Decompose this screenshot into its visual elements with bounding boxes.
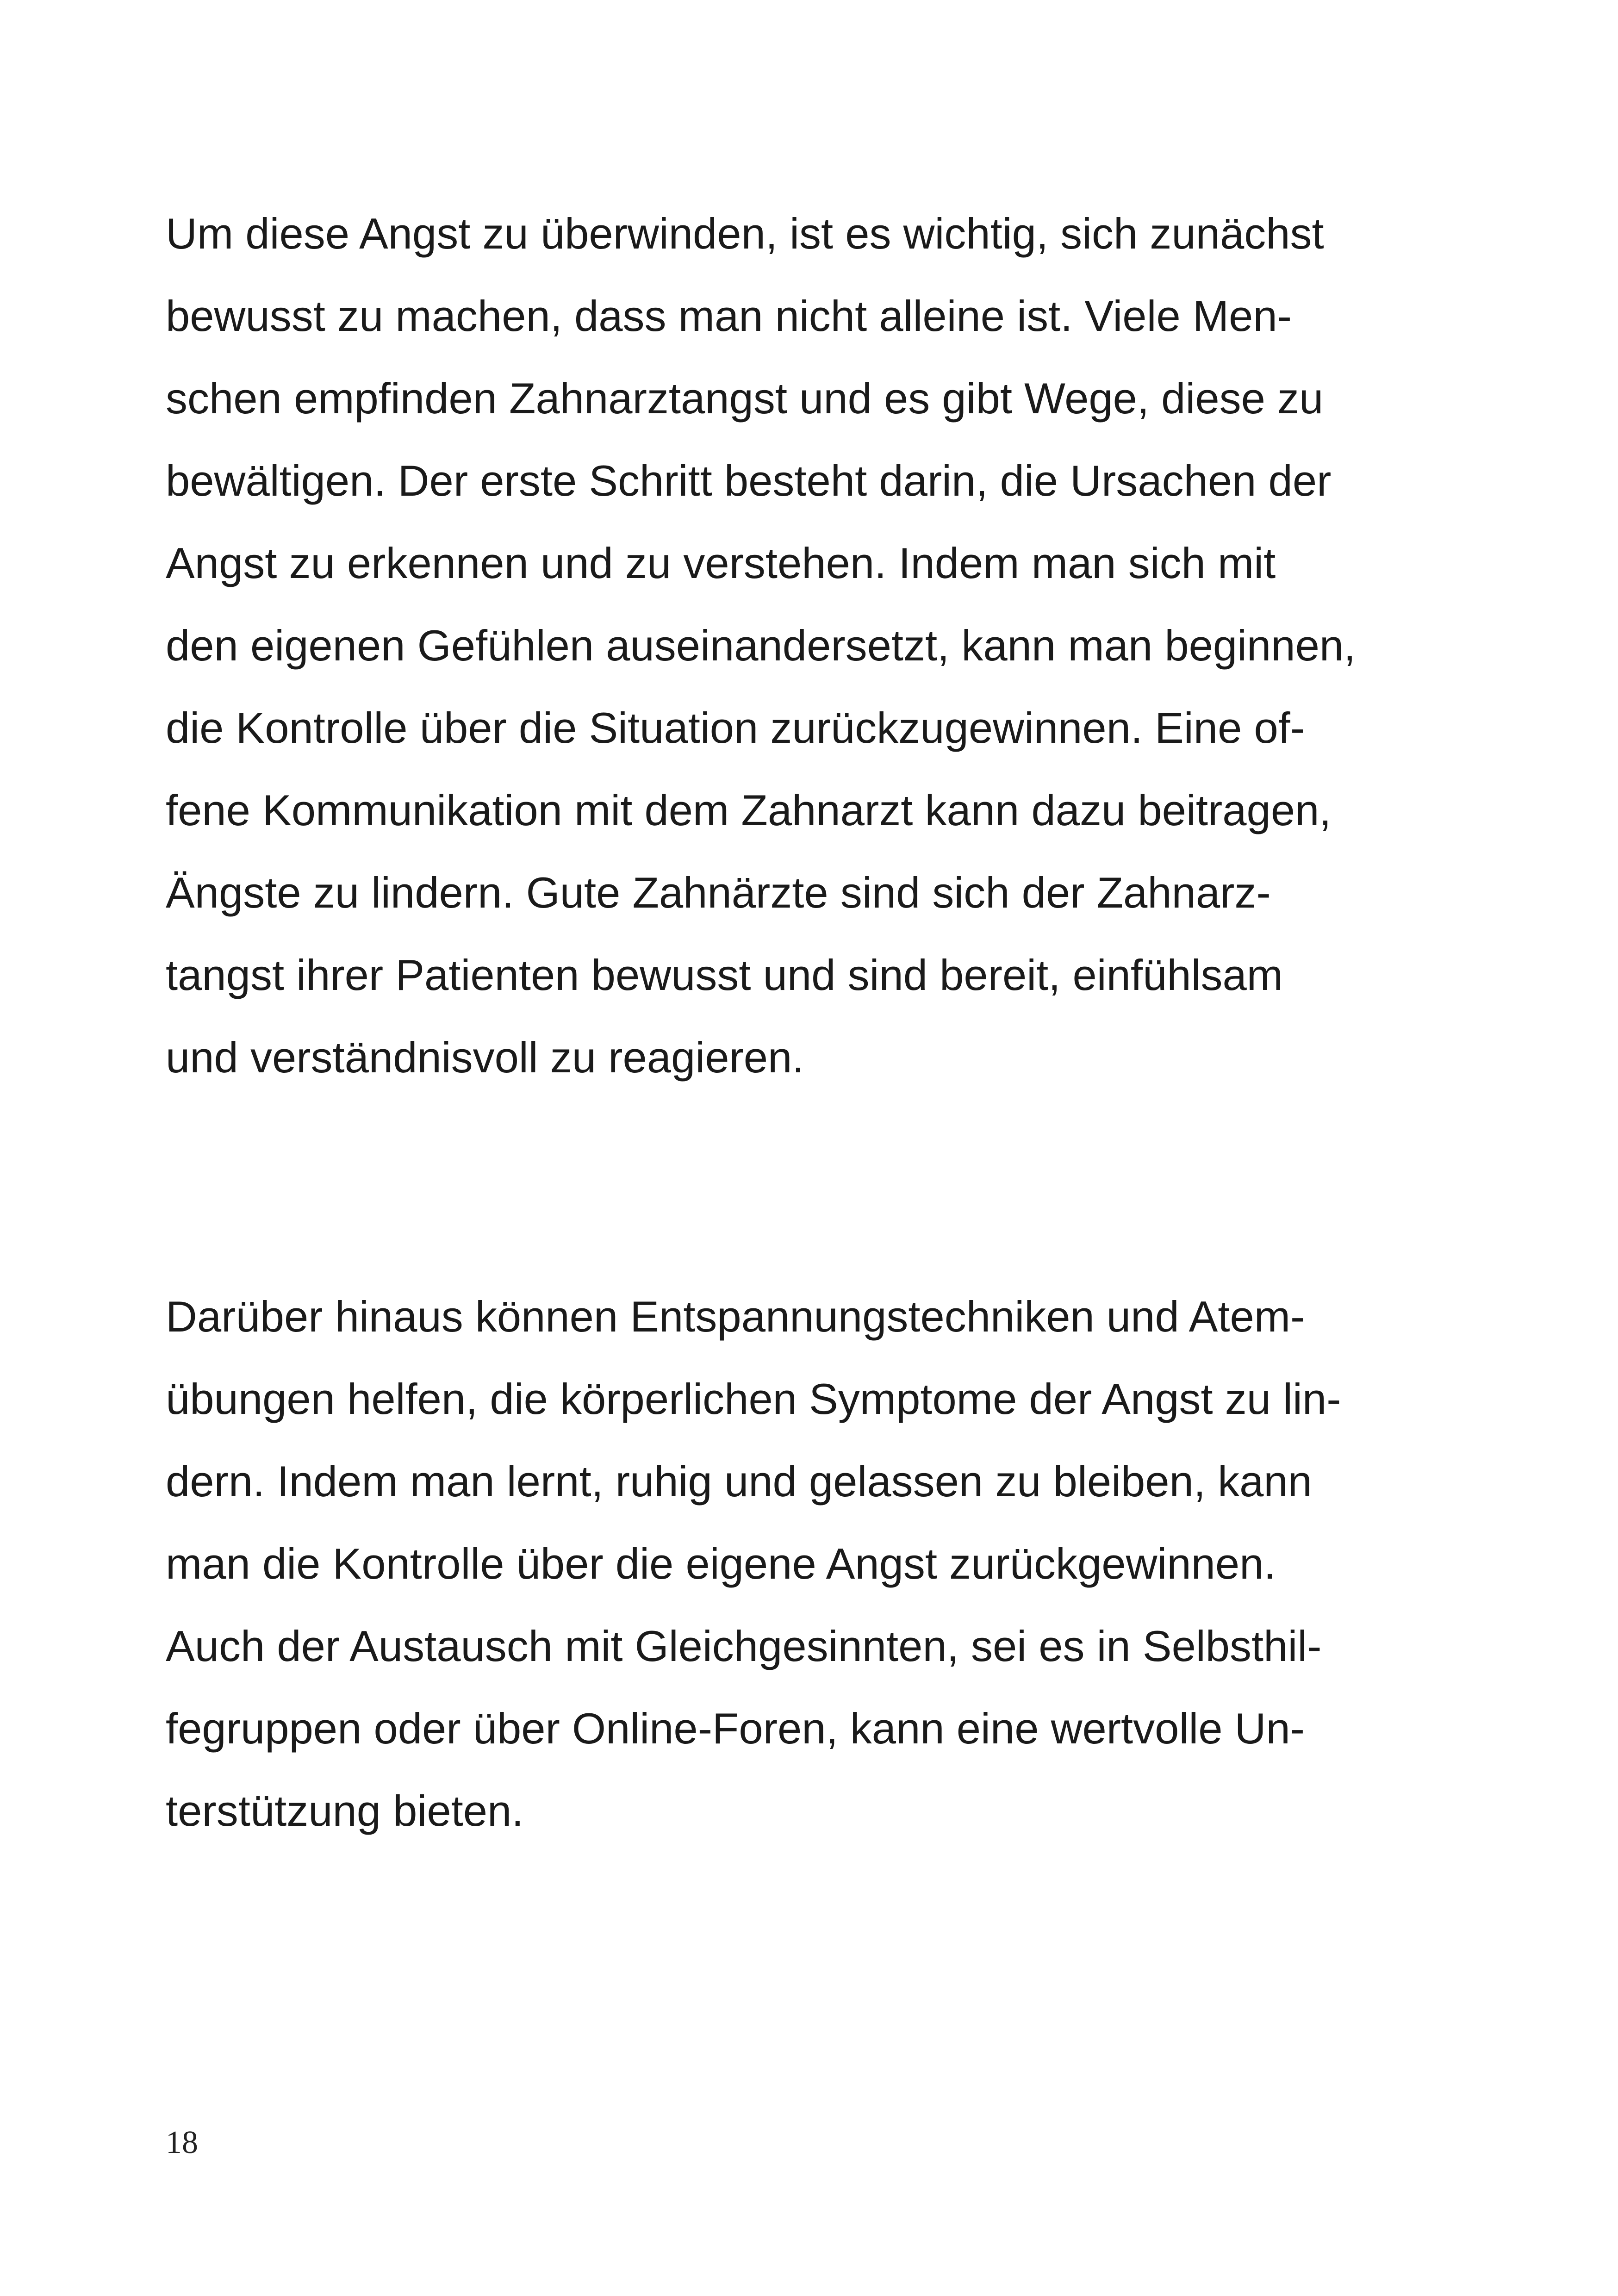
- paragraph-line: die Kontrolle über die Situation zurückzugewinnen. Eine of-: [166, 703, 1305, 752]
- paragraph-line: fegruppen oder über Online-Foren, kann eine wertvolle Un-: [166, 1704, 1305, 1753]
- paragraph-line: Ängste zu lindern. Gute Zahnärzte sind sich der Zahnarz-: [166, 868, 1271, 917]
- paragraph-line: Angst zu erkennen und zu verstehen. Indem man sich mit: [166, 539, 1276, 587]
- paragraph-line: Auch der Austausch mit Gleichgesinnten, sei es in Selbsthil-: [166, 1622, 1322, 1670]
- paragraph-line: Um diese Angst zu überwinden, ist es wichtig, sich zunächst: [166, 209, 1324, 258]
- paragraph-1: [166, 193, 1462, 1099]
- paragraph-line: tangst ihrer Patienten bewusst und sind bereit, einfühlsam: [166, 951, 1283, 999]
- paragraph-line: bewältigen. Der erste Schritt besteht darin, die Ursachen der: [166, 456, 1332, 505]
- paragraph-line: Darüber hinaus können Entspannungstechniken und Atem-: [166, 1292, 1305, 1341]
- paragraph-line: schen empfinden Zahnarztangst und es gibt Wege, diese zu: [166, 374, 1324, 423]
- paragraph-2: [166, 1276, 1462, 1852]
- paragraph-line: bewusst zu machen, dass man nicht alleine ist. Viele Men-: [166, 292, 1292, 340]
- paragraph-line: dern. Indem man lernt, ruhig und gelassen zu bleiben, kann: [166, 1457, 1312, 1506]
- paragraph-line: fene Kommunikation mit dem Zahnarzt kann dazu beitragen,: [166, 786, 1332, 834]
- paragraph-line: man die Kontrolle über die eigene Angst zurückgewinnen.: [166, 1539, 1276, 1588]
- page-number: 18: [166, 2125, 198, 2160]
- paragraph-line: und verständnisvoll zu reagieren.: [166, 1033, 804, 1082]
- paragraph-line: terstützung bieten.: [166, 1786, 524, 1835]
- paragraph-line: den eigenen Gefühlen auseinandersetzt, kann man beginnen,: [166, 621, 1356, 670]
- paragraph-line: übungen helfen, die körperlichen Symptome der Angst zu lin-: [166, 1375, 1341, 1423]
